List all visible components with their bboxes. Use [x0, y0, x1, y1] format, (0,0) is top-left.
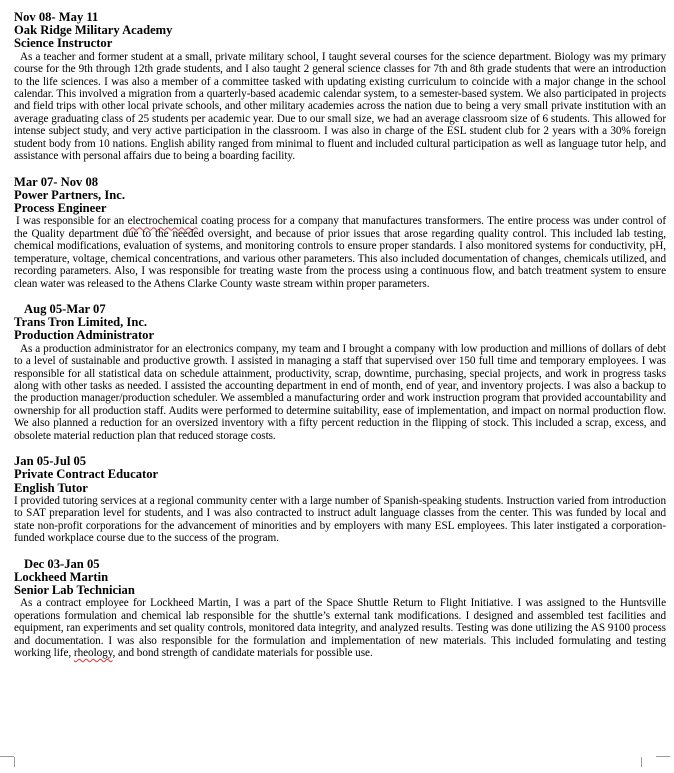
job-description-text: As a production administrator for an electronics company, my team and I brought a company with low production and millions of dollars of debt to a level of sustainable and productive growth. I assisted in managing a staff that supervised over 150 full time and temporary employees. I was responsible for all statistical data on schedule attainment, productivity, scrap, downtime, purchasing, special projects, and work in progress tasks along with other tasks as needed. I assisted the accounting department in end of month, end of year, and inventory projects. I was also a backup to the production manager/production scheduler. We assembled a manufacturing order and work instruction program that provided accountability and ownership for all production staff. Audits were performed to determine suitability, ease of implementation, and impact on normal production flow. We also planned a reduction for an oversized inventory with a fifty percent reduction in the flipping of stock. This included a scrap, excess, and obsolete material reduction plan that reduced storage costs.	[14, 342, 666, 442]
job-description	[14, 597, 666, 659]
job-title: Process Engineer	[14, 201, 107, 216]
job-organization: Oak Ridge Military Academy	[14, 23, 173, 38]
page-margin-marker-right	[641, 757, 656, 767]
job-description-text-cont: , and bond strength of candidate materials for possible use.	[112, 647, 373, 660]
resume-experience-section	[14, 11, 666, 673]
job-title: English Tutor	[14, 480, 88, 495]
job-organization: Lockheed Martin	[14, 569, 109, 584]
job-dates: Dec 03-Jan 05	[24, 556, 100, 571]
job-dates: Mar 07- Nov 08	[14, 174, 99, 189]
job-title: Science Instructor	[14, 36, 113, 51]
job-title: Production Administrator	[14, 328, 155, 343]
job-description-text: I was responsible for an	[16, 215, 128, 228]
job-organization: Power Partners, Inc.	[14, 187, 125, 202]
job-entry-trans-tron	[14, 303, 666, 442]
page-margin-marker-left	[0, 757, 15, 767]
job-description	[14, 215, 666, 290]
page-margin-marker-left-h	[0, 756, 14, 757]
job-description	[14, 495, 666, 545]
job-entry-lockheed	[14, 558, 666, 660]
job-title: Senior Lab Technician	[14, 583, 135, 598]
spellcheck-flagged-word[interactable]: electrochemical	[127, 215, 198, 228]
spellcheck-flagged-word[interactable]: rheology	[73, 647, 113, 660]
job-entry-power-partners	[14, 176, 666, 290]
job-entry-private-contract	[14, 455, 666, 544]
job-description-text: As a contract employee for Lockheed Martin, I was a part of the Space Shuttle Return to Flight Initiative. I was assigned to the Huntsville operations formulation and chemical lab responsible for the shuttle’s external tank modifications. I designed and assembled test facilities and equipment, ran experiments and set quality controls, monitored data integrity, and analyzed results. Testing was done utilizing the AS 9100 process and documentation. I was also responsible for the formulation and implementation of new materials. This included formulating and testing working life,	[14, 597, 666, 660]
job-description-text-cont: coating process for a company that manufactures transformers. The entire process was under control of the Quality department due to the needed oversight, and because of prior issues that arose regarding quality control. This included lab testing, chemical modifications, evaluation of systems, and monitoring controls to ensure proper standards. I also monitored systems for conductivity, pH, temperature, voltage, chemical concentrations, and various other parameters. This also included documentation of changes, chemicals utilized, and recording parameters. Also, I was responsible for treating waste from the process using a continuous flow, and batch treatment system to ensure clean water was released to the Athens Clarke County waste stream within proper parameters.	[14, 215, 667, 290]
job-dates: Aug 05-Mar 07	[24, 302, 106, 317]
page-margin-marker-right-h	[656, 756, 670, 757]
job-description-text: I provided tutoring services at a regional community center with a large number of Spanish-speaking students. Instruction varied from introduction to SAT preparation level for students, and I was also contracted to instruct adult language classes from the center. This was funded by local and state non-profit corporations for the advancement of minorities and by employers with many ESL employees. This later instigated a corporation-funded workplace course due to the success of the program.	[14, 494, 666, 545]
job-description-text: As a teacher and former student at a small, private military school, I taught several courses for the science department. Biology was my primary course for the 9th through 12th grade students, and I also taught 2 general science classes for 7th and 8th grade students that were an introduction to the life sciences. I was also a member of a committee tasked with updating existing curriculum to coincide with a major change in the school calendar. This involved a migration from a quarterly-based academic calendar system, to a semester-based system. We also participated in projects and field trips with other local private schools, and other military academies across the nation due to being a very small private institution with an average graduating class of 25 students per academic year. Due to our small size, we had an average classroom size of 6 students. This allowed for intense subject study, and very active participation in the classroom. I was also in charge of the ESL student club for 2 years with a 30% foreign student body from 10 nations. English ability ranged from minimal to fluent and included cultural participation as well as language tutor help, and assistance with personal affairs due to being a boarding facility.	[14, 50, 666, 163]
job-dates: Nov 08- May 11	[14, 10, 99, 24]
job-dates: Jan 05-Jul 05	[14, 454, 87, 469]
job-description	[14, 51, 666, 163]
job-entry-oak-ridge	[14, 11, 666, 163]
job-organization: Private Contract Educator	[14, 467, 159, 482]
job-description	[14, 343, 666, 443]
job-organization: Trans Tron Limited, Inc.	[14, 315, 148, 330]
